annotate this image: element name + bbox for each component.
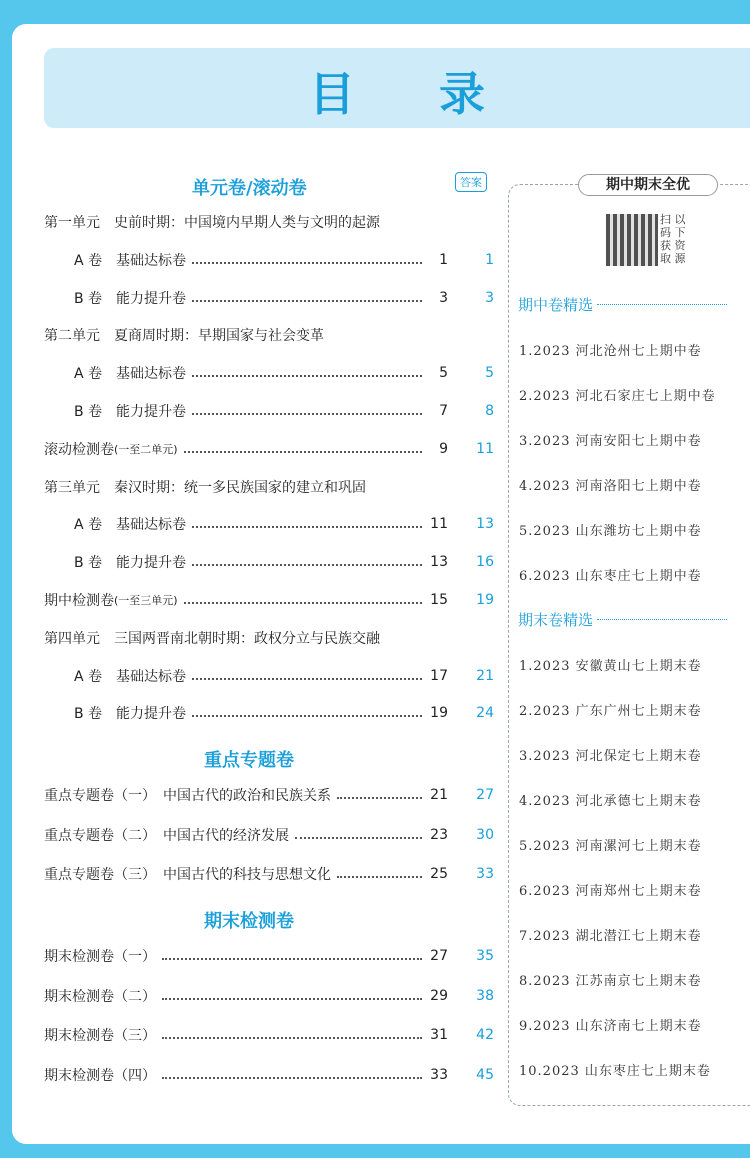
exam-link[interactable]: 3.2023 河南安阳七上期中卷 bbox=[519, 434, 702, 449]
toc-row[interactable] bbox=[44, 783, 494, 807]
qr-code-icon[interactable] bbox=[606, 214, 658, 266]
answer-page-number: 5 bbox=[485, 365, 494, 382]
qr-caption: 扫 以 码 下 获 资 取 源 bbox=[660, 213, 686, 265]
final-exam-title-text: 期末卷精选 bbox=[518, 611, 594, 629]
page-number: 31 bbox=[430, 1027, 448, 1043]
page-number: 13 bbox=[430, 554, 448, 571]
exam-link[interactable]: 7.2023 湖北潜江七上期末卷 bbox=[519, 929, 702, 944]
resource-panel bbox=[508, 184, 750, 1106]
exam-link[interactable]: 9.2023 山东济南七上期末卷 bbox=[519, 1019, 702, 1034]
answer-page-number: 21 bbox=[476, 667, 494, 684]
panel-header: 期中期末全优 bbox=[578, 174, 718, 196]
toc-row[interactable] bbox=[44, 361, 494, 385]
final-exam-title bbox=[518, 609, 727, 630]
page-number: 17 bbox=[430, 667, 448, 684]
toc-row-label: 重点专题卷（三） 中国古代的科技与思想文化 bbox=[44, 867, 331, 883]
title-banner bbox=[44, 48, 750, 128]
toc-row-label: 第四单元 三国两晋南北朝时期：政权分立与民族交融 bbox=[44, 630, 380, 647]
toc-row[interactable] bbox=[44, 399, 494, 423]
toc-row[interactable] bbox=[44, 944, 494, 968]
dot-leader bbox=[295, 837, 422, 839]
toc-row-label: B 卷 能力提升卷 bbox=[74, 555, 187, 572]
page-number: 27 bbox=[430, 948, 448, 964]
page-number: 15 bbox=[430, 592, 448, 608]
dot-leader bbox=[162, 998, 422, 1000]
dot-leader bbox=[192, 564, 422, 566]
answer-page-number: 35 bbox=[476, 948, 494, 964]
toc-row-label: A 卷 基础达标卷 bbox=[74, 252, 187, 269]
toc-row-label: A 卷 基础达标卷 bbox=[74, 517, 187, 534]
exam-link[interactable]: 5.2023 河南漯河七上期末卷 bbox=[519, 839, 702, 854]
answer-page-number: 11 bbox=[476, 440, 494, 457]
toc-row[interactable] bbox=[44, 588, 494, 612]
mid-exam-title bbox=[518, 294, 727, 315]
toc-row[interactable] bbox=[44, 475, 494, 499]
dot-leader bbox=[162, 1037, 422, 1039]
toc-row[interactable] bbox=[44, 664, 494, 688]
toc-row[interactable] bbox=[44, 437, 494, 461]
page-number: 29 bbox=[430, 987, 448, 1004]
toc-row[interactable] bbox=[44, 701, 494, 725]
exam-link[interactable]: 10.2023 山东枣庄七上期末卷 bbox=[519, 1064, 711, 1079]
mid-exam-title-text: 期中卷精选 bbox=[518, 296, 594, 314]
answer-page-number: 30 bbox=[476, 826, 494, 843]
page-number: 9 bbox=[439, 440, 448, 457]
page-number: 33 bbox=[430, 1066, 448, 1083]
toc-row[interactable] bbox=[44, 286, 494, 310]
answer-page-number: 27 bbox=[476, 787, 494, 803]
page-number: 7 bbox=[439, 403, 448, 419]
answer-page-number: 8 bbox=[485, 403, 494, 419]
toc-row-label: 重点专题卷（一） 中国古代的政治和民族关系 bbox=[44, 788, 331, 804]
page-number: 19 bbox=[430, 705, 448, 722]
toc-row-label: 重点专题卷（二） 中国古代的经济发展 bbox=[44, 827, 289, 844]
page-title: 目 录 bbox=[308, 67, 519, 121]
dot-leader bbox=[192, 678, 422, 680]
toc-row[interactable] bbox=[44, 512, 494, 536]
toc-row[interactable] bbox=[44, 210, 494, 234]
answer-page-number: 13 bbox=[476, 516, 494, 533]
dot-leader bbox=[162, 958, 422, 960]
answer-page-number: 3 bbox=[485, 289, 494, 306]
exam-link[interactable]: 1.2023 河北沧州七上期中卷 bbox=[519, 344, 702, 359]
toc-row-note: (一至二单元) bbox=[114, 442, 178, 456]
toc-row[interactable] bbox=[44, 1063, 494, 1087]
exam-link[interactable]: 4.2023 河南洛阳七上期中卷 bbox=[519, 479, 702, 494]
page-number: 23 bbox=[430, 826, 448, 843]
toc-row[interactable] bbox=[44, 984, 494, 1008]
toc-row-label: 期末检测卷（四） bbox=[44, 1067, 156, 1084]
dot-leader bbox=[337, 797, 422, 799]
dot-leader bbox=[337, 876, 422, 878]
dot-leader bbox=[192, 526, 422, 528]
exam-link[interactable]: 6.2023 河南郑州七上期末卷 bbox=[519, 884, 702, 899]
answer-page-number: 19 bbox=[476, 592, 494, 608]
page-number: 1 bbox=[439, 251, 448, 268]
toc-row-label: 第三单元 秦汉时期：统一多民族国家的建立和巩固 bbox=[44, 479, 366, 496]
toc-row-label: 期末检测卷（一） bbox=[44, 949, 156, 965]
toc-row-label: B 卷 能力提升卷 bbox=[74, 404, 187, 420]
section-title-final: 期末检测卷 bbox=[204, 911, 294, 932]
answer-page-number: 24 bbox=[476, 705, 494, 722]
toc-row[interactable] bbox=[44, 626, 494, 650]
toc-row[interactable] bbox=[44, 323, 494, 347]
answer-page-number: 38 bbox=[476, 987, 494, 1004]
toc-row-label: 滚动检测卷 bbox=[44, 441, 114, 458]
answer-badge: 答案 bbox=[455, 172, 487, 192]
page-number: 3 bbox=[439, 289, 448, 306]
dot-leader bbox=[184, 451, 422, 453]
page-number: 5 bbox=[439, 365, 448, 382]
section-title-unit: 单元卷/滚动卷 bbox=[192, 178, 307, 199]
toc-row[interactable] bbox=[44, 550, 494, 574]
dot-leader bbox=[192, 413, 422, 415]
toc-row-label: 第二单元 夏商周时期：早期国家与社会变革 bbox=[44, 328, 324, 345]
toc-row[interactable] bbox=[44, 823, 494, 847]
answer-page-number: 45 bbox=[476, 1066, 494, 1083]
exam-link[interactable]: 3.2023 河北保定七上期末卷 bbox=[519, 749, 702, 764]
exam-link[interactable]: 1.2023 安徽黄山七上期末卷 bbox=[519, 659, 702, 674]
dot-leader bbox=[162, 1077, 422, 1079]
answer-page-number: 33 bbox=[476, 866, 494, 882]
answer-page-number: 42 bbox=[476, 1027, 494, 1043]
section-title-topic: 重点专题卷 bbox=[204, 750, 294, 771]
answer-page-number: 16 bbox=[476, 554, 494, 571]
toc-row-label: A 卷 基础达标卷 bbox=[74, 668, 187, 685]
exam-link[interactable]: 5.2023 山东潍坊七上期中卷 bbox=[519, 524, 702, 539]
dot-leader bbox=[184, 602, 422, 604]
dot-leader bbox=[192, 300, 422, 302]
exam-link[interactable]: 4.2023 河北承德七上期末卷 bbox=[519, 794, 702, 809]
dot-leader bbox=[192, 262, 422, 264]
toc-row[interactable] bbox=[44, 1023, 494, 1047]
exam-link[interactable]: 2.2023 广东广州七上期末卷 bbox=[519, 704, 702, 719]
exam-link[interactable]: 2.2023 河北石家庄七上期中卷 bbox=[519, 389, 716, 404]
toc-row-label: B 卷 能力提升卷 bbox=[74, 706, 187, 723]
answer-page-number: 1 bbox=[485, 251, 494, 268]
toc-row-label: 期末检测卷（三） bbox=[44, 1028, 156, 1044]
exam-link[interactable]: 8.2023 江苏南京七上期末卷 bbox=[519, 974, 702, 989]
exam-link[interactable]: 6.2023 山东枣庄七上期中卷 bbox=[519, 569, 702, 584]
toc-row[interactable] bbox=[44, 248, 494, 272]
dot-leader bbox=[192, 375, 422, 377]
dot-leader bbox=[192, 715, 422, 717]
page-number: 25 bbox=[430, 866, 448, 882]
toc-row-label: 第一单元 史前时期：中国境内早期人类与文明的起源 bbox=[44, 215, 380, 231]
toc-row-label: A 卷 基础达标卷 bbox=[74, 366, 187, 383]
toc-row-label: B 卷 能力提升卷 bbox=[74, 290, 187, 307]
page-number: 21 bbox=[430, 787, 448, 803]
toc-row-note: (一至三单元) bbox=[114, 594, 178, 607]
toc-row-label: 期末检测卷（二） bbox=[44, 988, 156, 1005]
toc-row-label: 期中检测卷 bbox=[44, 593, 114, 609]
page-number: 11 bbox=[430, 516, 448, 533]
toc-row[interactable] bbox=[44, 862, 494, 886]
